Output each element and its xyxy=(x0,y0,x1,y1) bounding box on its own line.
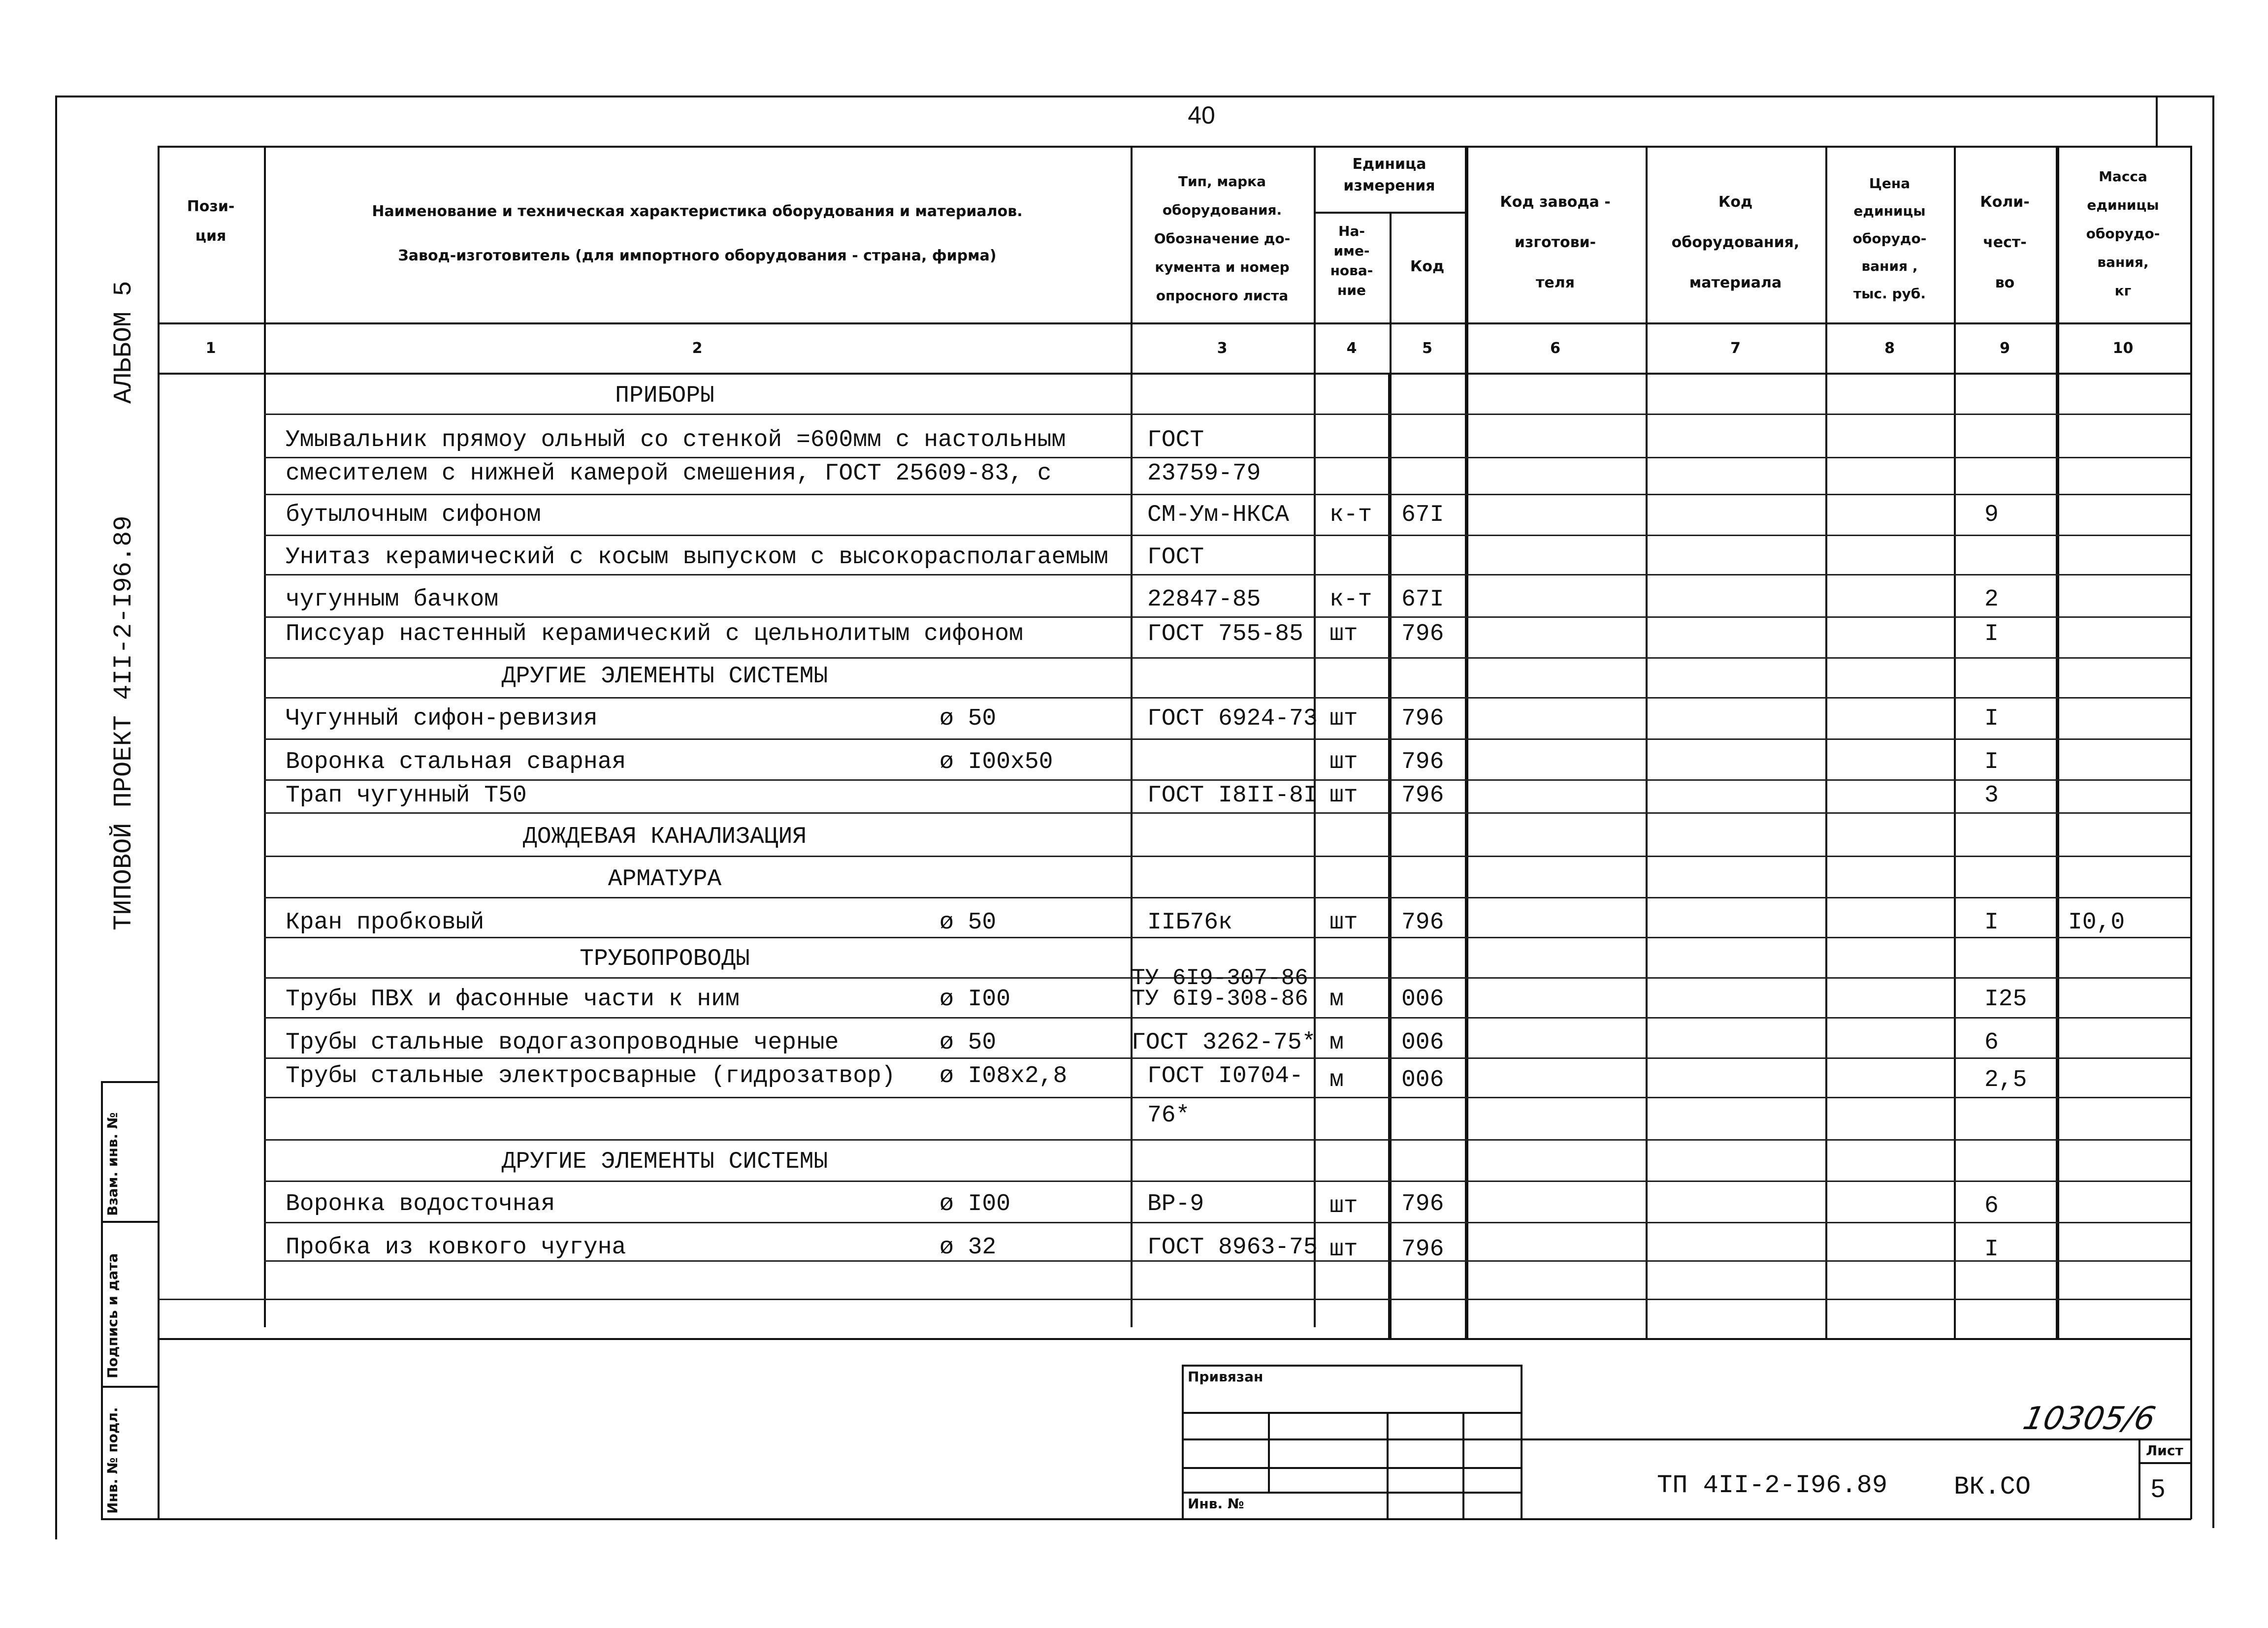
section-rain-sewer: ДОЖДЕВАЯ КАНАЛИЗАЦИЯ xyxy=(522,824,807,850)
row-5-qty: 2 xyxy=(1984,586,1999,613)
row-20-name: Воронка водосточная xyxy=(286,1191,555,1217)
header-quantity: Коли- чест- во xyxy=(1980,193,2030,291)
colnum-5: 5 xyxy=(1422,340,1432,357)
row-16-type: ГОСТ 3262-75* xyxy=(1132,1029,1316,1056)
row-15-name: Трубы ПВХ и фасонные части к ним xyxy=(286,986,740,1013)
section-pribory: ПРИБОРЫ xyxy=(615,383,714,409)
page-number: 40 xyxy=(1188,101,1215,129)
row-10-code: 796 xyxy=(1401,782,1444,809)
row-3-name: бутылочным сифоном xyxy=(286,502,541,528)
row-5-unit: к-т xyxy=(1329,586,1372,613)
header-unit-name: На- име- нова- ние xyxy=(1330,223,1373,298)
section-pipelines: ТРУБОПРОВОДЫ xyxy=(580,946,750,972)
row-1-type: ГОСТ xyxy=(1147,427,1204,453)
header-price: Цена единицы оборудо- вания , тыс. руб. xyxy=(1852,175,1927,302)
album-label: АЛЬБОМ 5 xyxy=(109,281,138,404)
row-13-code: 796 xyxy=(1401,909,1444,936)
row-20-code: 796 xyxy=(1401,1191,1444,1217)
row-3-type: СМ-Ум-НКСА xyxy=(1147,502,1290,528)
row-20-qty: 6 xyxy=(1984,1193,1999,1219)
row-5-name: чугунным бачком xyxy=(286,586,499,613)
colnum-7: 7 xyxy=(1730,340,1741,357)
row-16-unit: м xyxy=(1329,1029,1344,1056)
row-21-diameter: ø 32 xyxy=(940,1234,997,1261)
row-13-unit: шт xyxy=(1329,909,1358,936)
row-21-qty: I xyxy=(1984,1236,1999,1263)
row-5-type: 22847-85 xyxy=(1147,586,1261,613)
row-9-qty: I xyxy=(1984,749,1999,775)
sheet-label: Лист xyxy=(2146,1442,2183,1459)
row-15-diameter: ø I00 xyxy=(940,986,1011,1013)
document-designation: ТП 4II-2-I96.89 xyxy=(1657,1471,1888,1500)
row-2-type: 23759-79 xyxy=(1147,460,1261,487)
row-14-type: ТУ 6I9-307-86 xyxy=(1132,965,1308,991)
row-6-type: ГОСТ 755-85 xyxy=(1147,621,1303,647)
section-other-elements-1: ДРУГИЕ ЭЛЕМЕНТЫ СИСТЕМЫ xyxy=(501,663,828,690)
row-16-diameter: ø 50 xyxy=(940,1029,997,1056)
row-17-unit: м xyxy=(1329,1067,1344,1093)
header-unit: Единица измерения xyxy=(1343,156,1435,194)
row-21-type: ГОСТ 8963-75 xyxy=(1147,1234,1318,1261)
row-9-unit: шт xyxy=(1329,749,1358,775)
row-13-name: Кран пробковый xyxy=(286,909,485,936)
row-3-qty: 9 xyxy=(1984,502,1999,528)
row-10-unit: шт xyxy=(1329,782,1358,809)
row-16-qty: 6 xyxy=(1984,1029,1999,1056)
row-13-qty: I xyxy=(1984,909,1999,936)
row-10-type: ГОСТ I8II-8I xyxy=(1147,782,1318,809)
row-9-diameter: ø I00x50 xyxy=(940,749,1053,775)
row-4-name: Унитаз керамический с косым выпуском с высокорасполагаемым xyxy=(286,544,1108,571)
row-8-code: 796 xyxy=(1401,705,1444,732)
section-armatura: АРМАТУРА xyxy=(608,866,722,893)
colnum-1: 1 xyxy=(205,340,216,357)
colnum-6: 6 xyxy=(1550,340,1560,357)
row-13-type: IIБ76к xyxy=(1147,909,1232,936)
row-8-diameter: ø 50 xyxy=(940,705,997,732)
colnum-8: 8 xyxy=(1884,340,1895,357)
row-6-unit: шт xyxy=(1329,621,1358,647)
row-18-type: 76* xyxy=(1147,1102,1190,1129)
header-type: Тип, марка оборудования. Обозначение до- кумента и номер опросного листа xyxy=(1154,173,1291,304)
header-position: Пози- ция xyxy=(187,198,235,245)
sheet-number: 5 xyxy=(2151,1474,2165,1503)
colnum-10: 10 xyxy=(2112,340,2134,357)
header-mass: Масса единицы оборудо- вания, кг xyxy=(2086,168,2160,299)
row-21-unit: шт xyxy=(1329,1236,1358,1263)
row-9-name: Воронка стальная сварная xyxy=(286,749,626,775)
row-13-mass: I0,0 xyxy=(2068,909,2125,936)
row-6-qty: I xyxy=(1984,621,1999,647)
row-20-type: ВР-9 xyxy=(1147,1191,1204,1217)
project-label: ТИПОВОЙ ПРОЕКТ 4II-2-I96.89 xyxy=(109,515,138,930)
colnum-2: 2 xyxy=(692,340,703,357)
row-8-unit: шт xyxy=(1329,705,1358,732)
colnum-3: 3 xyxy=(1217,340,1228,357)
row-15-qty: I25 xyxy=(1984,986,2027,1013)
row-20-diameter: ø I00 xyxy=(940,1191,1011,1217)
row-16-code: 006 xyxy=(1401,1029,1444,1056)
colnum-9: 9 xyxy=(2000,340,2010,357)
row-17-code: 006 xyxy=(1401,1067,1444,1093)
header-factory-code: Код завода - изготови- теля xyxy=(1500,193,1611,291)
row-5-code: 67I xyxy=(1401,586,1444,613)
row-15-code: 006 xyxy=(1401,986,1444,1013)
row-15-unit: м xyxy=(1329,986,1344,1013)
row-3-code: 67I xyxy=(1401,502,1444,528)
stamp-inv-podl: Инв. № подл. xyxy=(104,1407,121,1514)
row-20-unit: шт xyxy=(1329,1193,1358,1219)
row-21-code: 796 xyxy=(1401,1236,1444,1263)
stamp-signature-date: Подпись и дата xyxy=(104,1253,121,1378)
header-name: Наименование и техническая характеристика оборудования и материалов. Завод-изготовитель (для импортного оборудования - страна, фирма) xyxy=(372,203,1023,264)
row-8-name: Чугунный сифон-ревизия xyxy=(286,705,598,732)
row-6-code: 796 xyxy=(1401,621,1444,647)
row-9-code: 796 xyxy=(1401,749,1444,775)
row-13-diameter: ø 50 xyxy=(940,909,997,936)
stamp-privyazan: Привязан xyxy=(1188,1369,1264,1385)
row-15-type: ТУ 6I9-308-86 xyxy=(1132,986,1308,1012)
handwritten-number: 10305/6 xyxy=(2020,1401,2159,1437)
row-17-qty: 2,5 xyxy=(1984,1067,2027,1093)
row-17-name: Трубы стальные электросварные (гидрозатвор) xyxy=(286,1063,896,1089)
header-unit-code: Код xyxy=(1410,258,1445,275)
row-8-qty: I xyxy=(1984,705,1999,732)
row-1-name: Умывальник прямоу ольный со стенкой =600мм с настольным xyxy=(286,427,1066,453)
row-2-name: смесителем с нижней камерой смешения, ГОСТ 25609-83, с xyxy=(286,460,1052,487)
stamp-vzam-inv: Взам. инв. № xyxy=(104,1112,121,1216)
row-4-type: ГОСТ xyxy=(1147,544,1204,571)
row-17-type: ГОСТ I0704- xyxy=(1147,1063,1303,1089)
section-other-elements-2: ДРУГИЕ ЭЛЕМЕНТЫ СИСТЕМЫ xyxy=(501,1149,828,1175)
row-16-name: Трубы стальные водогазопроводные черные xyxy=(286,1029,839,1056)
row-8-type: ГОСТ 6924-73 xyxy=(1147,705,1318,732)
row-17-diameter: ø I08x2,8 xyxy=(940,1063,1068,1089)
colnum-4: 4 xyxy=(1346,340,1357,357)
header-equipment-code: Код оборудования, материала xyxy=(1671,193,1800,291)
row-21-name: Пробка из ковкого чугуна xyxy=(286,1234,626,1261)
row-10-name: Трап чугунный Т50 xyxy=(286,782,527,809)
stamp-inv-number: Инв. № xyxy=(1188,1496,1244,1512)
row-3-unit: к-т xyxy=(1329,502,1372,528)
document-code: ВК.СО xyxy=(1954,1472,2031,1501)
row-6-name: Писсуар настенный керамический с цельнолитым сифоном xyxy=(286,621,1023,647)
row-10-qty: 3 xyxy=(1984,782,1999,809)
